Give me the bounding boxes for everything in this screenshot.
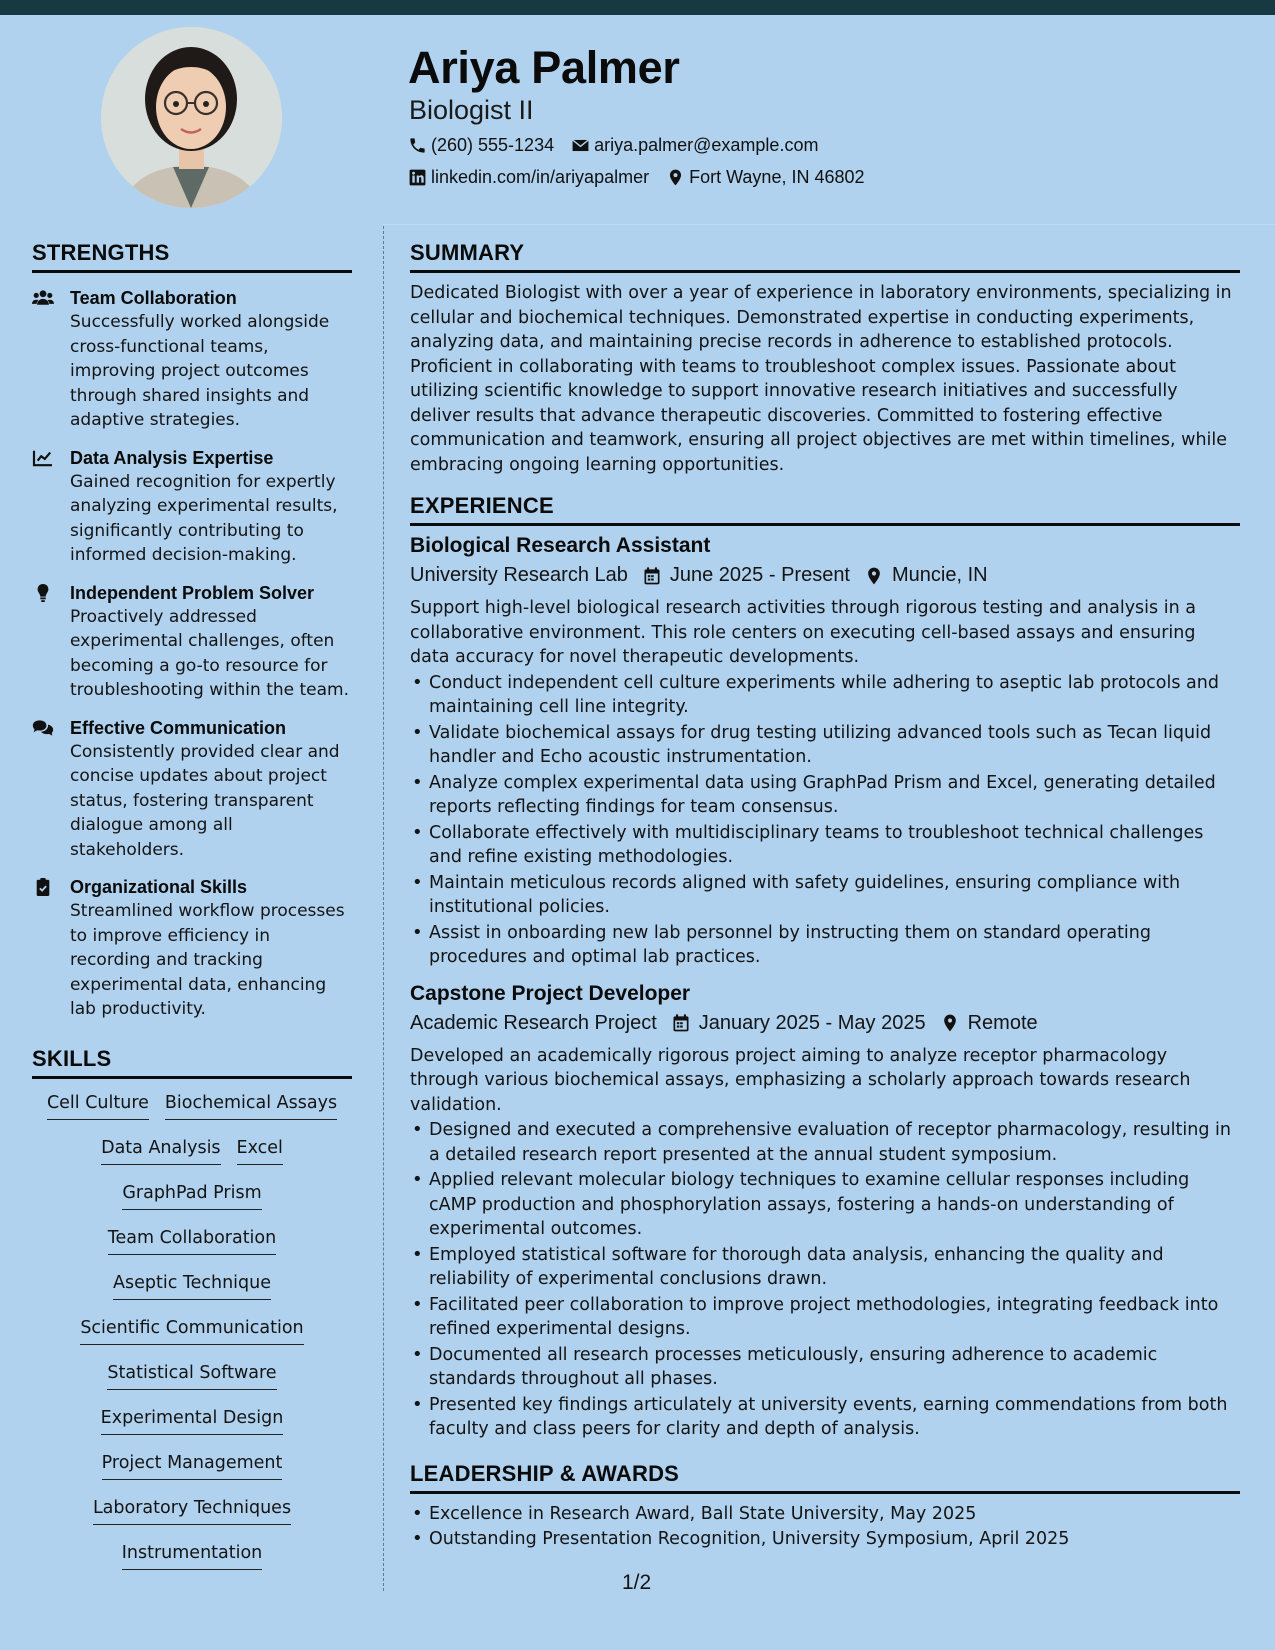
strength-item xyxy=(32,286,352,433)
skill-tag: Data Analysis xyxy=(101,1136,220,1165)
header-divider xyxy=(383,224,1275,225)
experience-heading: EXPERIENCE xyxy=(410,493,1240,526)
right-column xyxy=(410,240,1240,1553)
job-title: Capstone Project Developer xyxy=(410,981,691,1005)
strength-title: Data Analysis Expertise xyxy=(70,447,274,468)
award-item: • Excellence in Research Award, Ball State University, May 2025 xyxy=(410,1502,1240,1527)
skill-tag: Scientific Communication xyxy=(80,1316,303,1345)
strengths-heading: STRENGTHS xyxy=(32,240,352,273)
skill-tag: Cell Culture xyxy=(47,1091,149,1120)
bullet-item: • Applied relevant molecular biology techniques to examine cellular responses including cAMP production and phosphorylation assays, fostering a hands-on understanding of experimental outcomes. xyxy=(410,1168,1240,1242)
comments-icon xyxy=(32,719,54,737)
bullet-item: • Employed statistical software for thorough data analysis, enhancing the quality and reliability of experimental conclusions drawn. xyxy=(410,1243,1240,1292)
page-number: 1/2 xyxy=(622,1571,652,1594)
phone-text: (260) 555-1234 xyxy=(431,135,555,155)
map-pin-icon xyxy=(666,168,685,187)
bullet-item: • Collaborate effectively with multidisciplinary teams to troubleshoot technical challenges and refine existing methodologies. xyxy=(410,821,1240,870)
linkedin-contact[interactable] xyxy=(408,167,649,188)
linkedin-icon xyxy=(408,168,427,187)
map-pin-icon xyxy=(940,1013,960,1033)
strength-desc: Successfully worked alongside cross-functional teams, improving project outcomes through shared insights and adaptive strategies. xyxy=(70,312,330,430)
skill-tag: Instrumentation xyxy=(122,1541,263,1570)
strength-desc: Consistently provided clear and concise updates about project status, fostering transparent dialogue among all stakeholders. xyxy=(70,741,340,860)
bullet-item: • Documented all research processes meticulously, ensuring adherence to academic standards throughout all phases. xyxy=(410,1343,1240,1392)
job-meta xyxy=(410,564,1240,587)
envelope-icon xyxy=(571,136,590,155)
bullet-item: • Facilitated peer collaboration to improve project methodologies, integrating feedback into refined experimental designs. xyxy=(410,1293,1240,1342)
skill-tag: Statistical Software xyxy=(107,1361,276,1390)
skill-tag: Team Collaboration xyxy=(108,1226,276,1255)
phone-icon xyxy=(408,136,427,155)
calendar-icon xyxy=(671,1013,691,1033)
awards-heading: LEADERSHIP & AWARDS xyxy=(410,1461,1240,1494)
contact-row-2 xyxy=(408,167,882,188)
bullet-item: • Conduct independent cell culture experiments while adhering to aseptic lab protocols and maintaining cell line integrity. xyxy=(410,671,1240,720)
bullet-item: • Analyze complex experimental data using GraphPad Prism and Excel, generating detailed reports reflecting findings for team consensus. xyxy=(410,771,1240,820)
candidate-name: Ariya Palmer xyxy=(408,42,680,93)
skill-tag: Experimental Design xyxy=(101,1406,284,1435)
skill-tag: Laboratory Techniques xyxy=(93,1496,291,1525)
skill-tag: Aseptic Technique xyxy=(113,1271,271,1300)
strength-item xyxy=(32,875,352,1022)
strength-desc: Proactively addressed experimental challenges, often becoming a go-to resource for troubleshooting within the team. xyxy=(70,606,349,700)
users-icon xyxy=(32,289,54,307)
job-location: Muncie, IN xyxy=(892,564,988,586)
bullet-item: • Designed and executed a comprehensive evaluation of receptor pharmacology, resulting in a detailed research report presented at the annual student symposium. xyxy=(410,1118,1240,1167)
bullet-item: • Maintain meticulous records aligned with safety guidelines, ensuring compliance with institutional policies. xyxy=(410,871,1240,920)
job-dates: June 2025 - Present xyxy=(669,564,850,586)
skill-tag: Excel xyxy=(237,1136,283,1165)
contact-row-1 xyxy=(408,135,835,156)
location-contact xyxy=(666,167,864,188)
strength-item xyxy=(32,716,352,863)
column-divider xyxy=(383,226,384,1591)
email-contact[interactable] xyxy=(571,135,818,156)
job-description: Developed an academically rigorous project aiming to analyze receptor pharmacology through various biochemical assays, emphasizing a scholarly approach towards research validation. xyxy=(410,1045,1191,1115)
skill-tag: GraphPad Prism xyxy=(122,1181,261,1210)
bullet-item: • Presented key findings articulately at university events, earning commendations from both faculty and class peers for clarity and depth of analysis. xyxy=(410,1393,1240,1442)
profile-photo xyxy=(101,27,282,208)
top-accent-bar xyxy=(0,0,1275,15)
lightbulb-icon xyxy=(32,584,54,602)
chart-line-icon xyxy=(32,449,54,467)
bullet-item: • Assist in onboarding new lab personnel by instructing them on standard operating procedures and optimal lab practices. xyxy=(410,921,1240,970)
awards-list xyxy=(410,1502,1240,1552)
job-org: Academic Research Project xyxy=(410,1011,657,1034)
linkedin-text: linkedin.com/in/ariyapalmer xyxy=(431,167,650,187)
strength-title: Effective Communication xyxy=(70,717,287,738)
skill-tag: Project Management xyxy=(102,1451,283,1480)
strength-desc: Gained recognition for expertly analyzing experimental results, significantly contributing to informed decision-making. xyxy=(70,471,338,565)
strength-title: Organizational Skills xyxy=(70,877,248,897)
job-meta xyxy=(410,1012,1240,1035)
summary-heading: SUMMARY xyxy=(410,240,1240,273)
email-text: ariya.palmer@example.com xyxy=(594,135,819,155)
map-pin-icon xyxy=(864,566,884,586)
job-description: Support high-level biological research activities through rigorous testing and analysis in a collaborative environment. This role centers on executing cell-based assays and ensuring data accuracy for novel therapeutic developments. xyxy=(410,598,1196,667)
job-title: Biological Research Assistant xyxy=(410,534,711,557)
calendar-icon xyxy=(642,566,662,586)
clipboard-check-icon xyxy=(32,878,54,896)
bullet-item: • Validate biochemical assays for drug testing utilizing advanced tools such as Tecan liquid handler and Echo acoustic instrumentation. xyxy=(410,721,1240,770)
job-title: Biologist II xyxy=(409,95,534,125)
strength-item xyxy=(32,446,352,568)
strength-desc: Streamlined workflow processes to improve efficiency in recording and tracking experimental data, enhancing lab productivity. xyxy=(70,901,345,1019)
skills-heading: SKILLS xyxy=(32,1046,352,1079)
job-org: University Research Lab xyxy=(410,564,628,586)
strength-title: Independent Problem Solver xyxy=(70,582,315,603)
job-location: Remote xyxy=(967,1011,1038,1034)
location-text: Fort Wayne, IN 46802 xyxy=(689,167,865,187)
job-bullets xyxy=(410,671,1240,970)
job-dates: January 2025 - May 2025 xyxy=(698,1011,926,1034)
award-item: • Outstanding Presentation Recognition, University Symposium, April 2025 xyxy=(410,1527,1240,1552)
summary-text: Dedicated Biologist with over a year of experience in laboratory environments, specializing in cellular and biochemical techniques. Demonstrated expertise in conducting experiments, analyzing data, and maintaining precise records in adherence to established protocols. Proficient in collaborating with teams to troubleshoot complex issues. Passionate about utilizing scientific knowledge to support innovative research initiatives and successfully deliver results that advance therapeutic discoveries. Committed to fostering effective communication and teamwork, ensuring all project objectives are met within timelines, while embracing ongoing learning opportunities. xyxy=(410,283,1232,475)
strength-item xyxy=(32,581,352,703)
left-column xyxy=(32,240,352,1586)
phone-contact[interactable] xyxy=(408,135,554,156)
strength-title: Team Collaboration xyxy=(70,288,237,308)
skill-tag: Biochemical Assays xyxy=(165,1091,337,1120)
job-bullets xyxy=(410,1118,1240,1442)
skills-list xyxy=(32,1091,352,1586)
